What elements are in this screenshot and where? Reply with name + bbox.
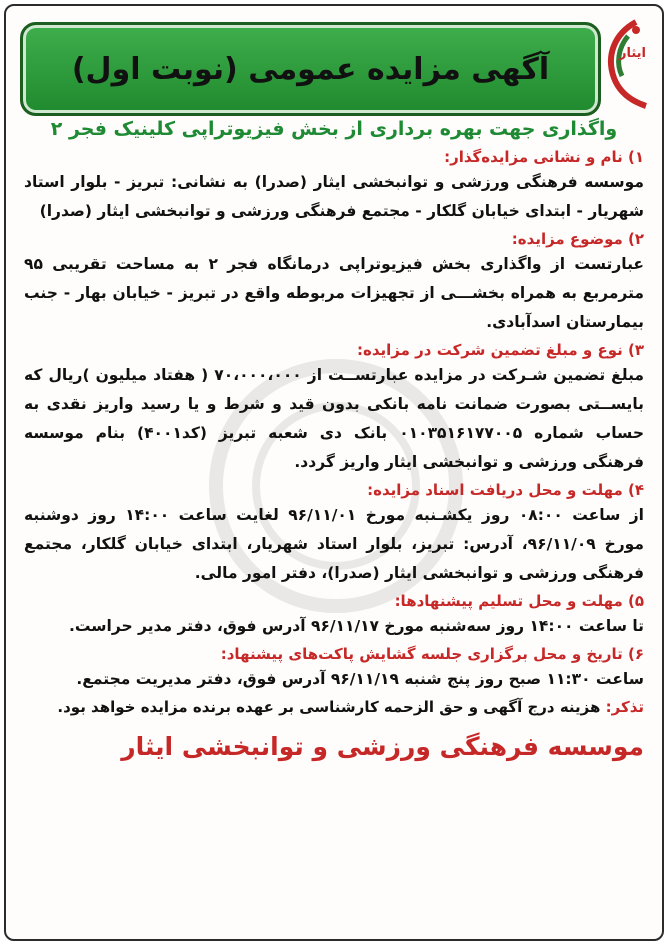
notice-page	[4, 4, 664, 941]
section-heading: ۶) تاریخ و محل برگزاری جلسه گشایش پاکت‌های پیشنهاد:	[220, 645, 644, 663]
section-submission-deadline	[24, 592, 644, 641]
notice-content	[24, 118, 644, 761]
section-body: موسسه فرهنگی ورزشی و توانبخشی ایثار (صدرا) به نشانی: تبریز - بلوار استاد شهریار - ابتدای خیابان گلکار - مجتمع فرهنگی ورزشی و توانبخشی ایثار (صدرا)	[24, 173, 644, 220]
logo-icon	[584, 16, 652, 112]
section-body: عبارتست از واگذاری بخش فیزیوتراپی درمانگاه فجر ۲ به مساحت تقریبی ۹۵ مترمربع به همراه بخشـــی از تجهیزات مربوطه واقع در تبریز - خیابان بهار - جنب بیمارستان اسدآبادی.	[24, 255, 645, 331]
section-heading: ۵) مهلت و محل تسلیم پیشنهادها:	[394, 592, 644, 610]
section-heading: ۴) مهلت و محل دریافت اسناد مزایده:	[367, 481, 644, 499]
section-heading: ۱) نام و نشانی مزایده‌گذار:	[444, 148, 644, 166]
header	[20, 22, 648, 112]
note-text: هزینه درج آگهی و حق الزحمه کارشناسی بر عهده برنده مزایده خواهد بود.	[57, 698, 601, 716]
section-heading: ۳) نوع و مبلغ تضمین شرکت در مزایده:	[357, 341, 644, 359]
section-body: تا ساعت ۱۴:۰۰ روز سه‌شنبه مورخ ۹۶/۱۱/۱۷ آدرس فوق، دفتر مدیر حراست.	[69, 617, 644, 635]
title-banner	[20, 22, 601, 116]
section-body: مبلغ تضمین شـرکت در مزایده عبارتســت از ۷۰،۰۰۰،۰۰۰ ( هفتاد میلیون )ریال که بایســتی بصورت ضمانت نامه بانکی بدون قید و شرط و یا رسید واریز نقدی به حساب شماره ۰۱۰۳۵۱۶۱۷۷۰۰۵ بانک دی شعبه تبریز (کد۴۰۰۱) بنام موسسه فرهنگی ورزشی و توانبخشی ایثار واریز گردد.	[24, 366, 645, 471]
notice-subtitle: واگذاری جهت بهره برداری از بخش فیزیوتراپی کلینیک فجر ۲	[50, 118, 618, 140]
section-opening-session	[24, 645, 644, 694]
logo-text: ایثار	[618, 46, 646, 61]
note	[24, 698, 644, 716]
note-label: تذکر:	[605, 698, 644, 716]
footer-organization: موسسه فرهنگی ورزشی و توانبخشی ایثار	[121, 732, 644, 761]
page-title: آگهی مزایده عمومی (نوبت اول)	[71, 51, 550, 87]
section-subject	[24, 230, 644, 337]
section-organizer	[24, 148, 644, 226]
isar-logo	[584, 16, 652, 112]
section-heading: ۲) موضوع مزایده:	[511, 230, 644, 248]
section-body: از ساعت ۰۸:۰۰ روز یکشـنبه مورخ ۹۶/۱۱/۰۱ لغایت ساعت ۱۴:۰۰ روز دوشنبه مورخ ۹۶/۱۱/۰۹، آدرس: تبریز، بلوار استاد شهریار، ابتدای خیابان گلکار، مجتمع فرهنگی ورزشی و توانبخشی ایثار (صدرا)، دفتر امور مالی.	[24, 506, 644, 582]
section-guarantee	[24, 341, 644, 477]
section-body: ساعت ۱۱:۳۰ صبح روز پنج شنبه ۹۶/۱۱/۱۹ آدرس فوق، دفتر مدیریت مجتمع.	[76, 670, 644, 688]
section-documents-deadline	[24, 481, 644, 588]
